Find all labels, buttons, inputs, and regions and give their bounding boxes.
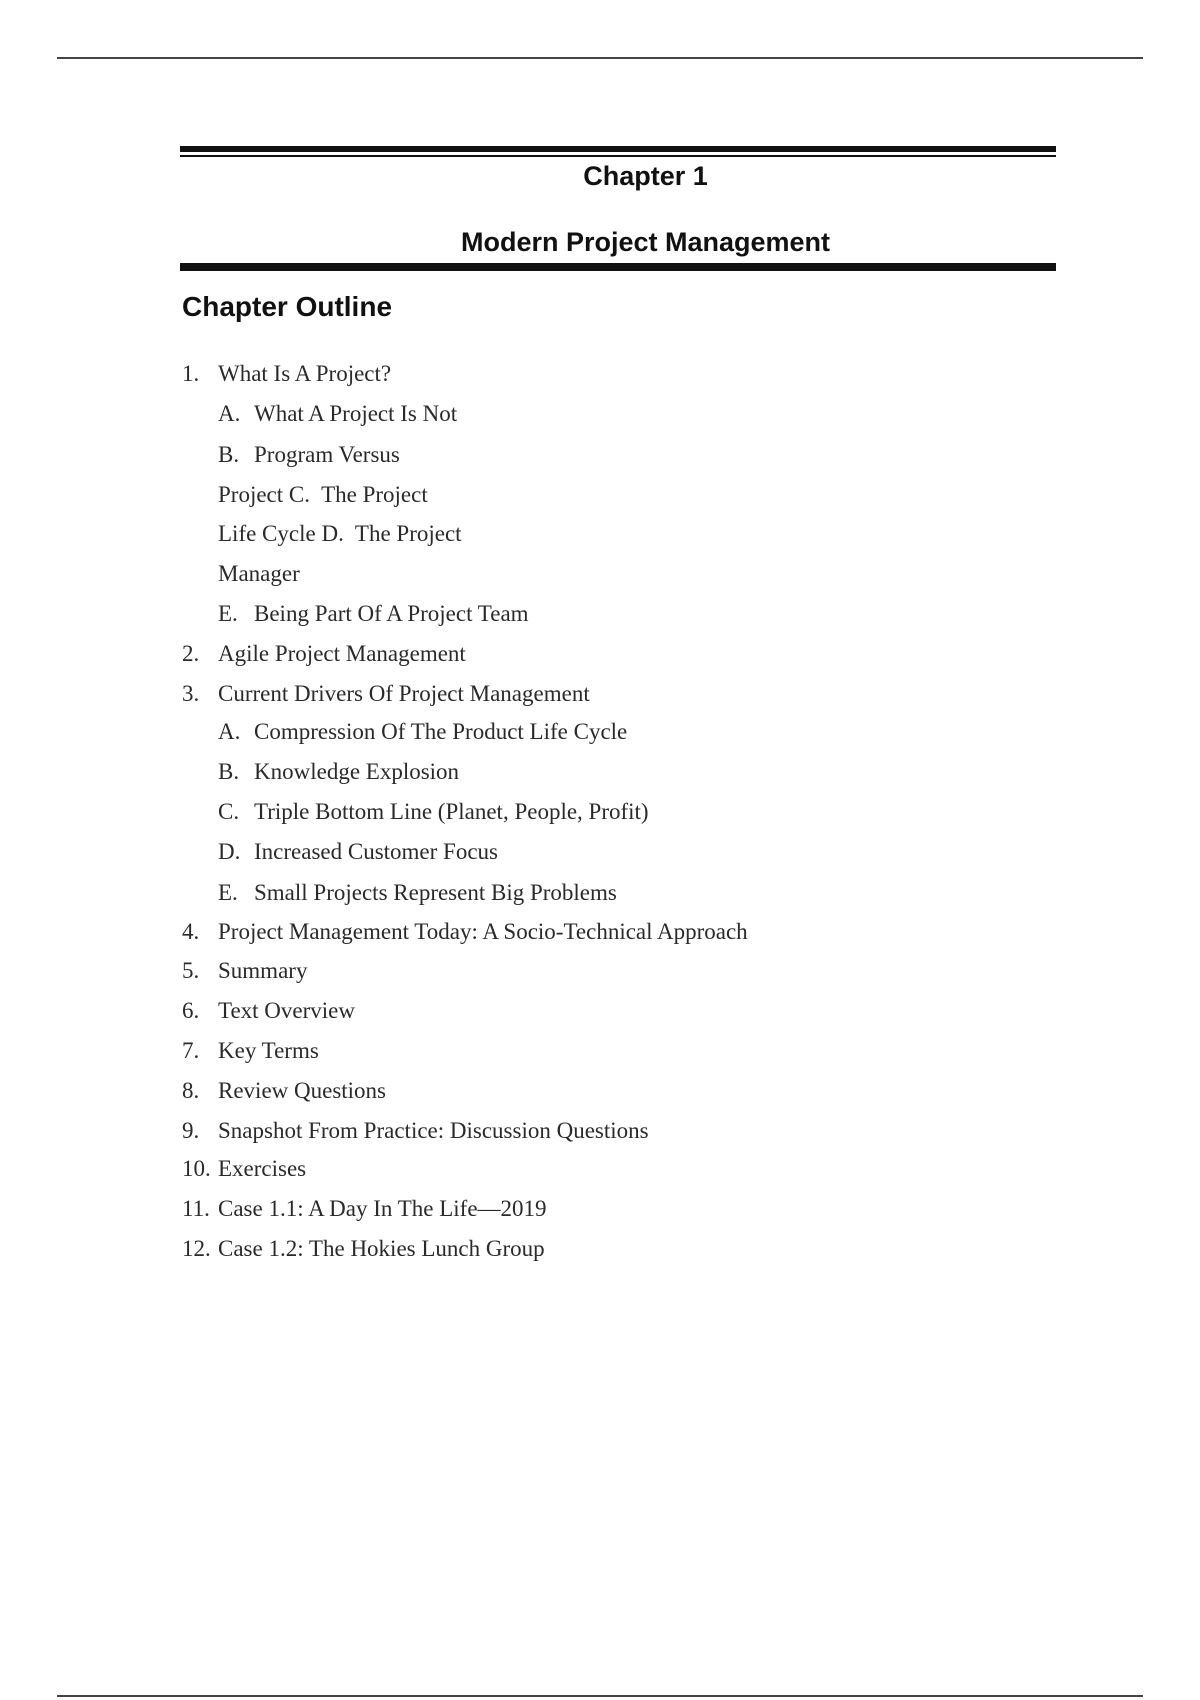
outline-item-text: Life Cycle D. The Project <box>218 521 462 546</box>
outline-item-text: Increased Customer Focus <box>254 839 498 864</box>
chapter-title: Modern Project Management <box>460 227 831 257</box>
outline-item-text: Triple Bottom Line (Planet, People, Profit) <box>254 799 649 824</box>
outline-item-number: 7. <box>182 1038 200 1063</box>
outline-item-number: 9. <box>182 1118 200 1143</box>
outline-item-text: What A Project Is Not <box>254 401 458 426</box>
outline-item-text: Small Projects Represent Big Problems <box>254 880 617 905</box>
outline-item-text: Agile Project Management <box>218 641 466 666</box>
outline-item-number: E. <box>218 880 238 905</box>
outline-item-number: 6. <box>182 998 200 1023</box>
outline-item-number: A. <box>218 401 241 426</box>
outline-item-number: A. <box>218 719 241 744</box>
chapter-header <box>180 146 1056 271</box>
page-bottom-rule <box>57 1695 1143 1697</box>
outline-item-number: 11. <box>182 1196 210 1221</box>
outline-item-text: Key Terms <box>218 1038 319 1063</box>
outline-item-text: Program Versus <box>254 442 400 467</box>
outline-item-number: 10. <box>182 1156 211 1181</box>
outline-item-text: Case 1.2: The Hokies Lunch Group <box>218 1236 545 1261</box>
outline-item-text: Text Overview <box>218 998 355 1023</box>
outline-item-number: 8. <box>182 1078 200 1103</box>
outline-item-number: B. <box>218 759 240 784</box>
outline-item-number: 1. <box>182 361 200 386</box>
outline-item-number: 3. <box>182 681 200 706</box>
outline-item-number: E. <box>218 601 238 626</box>
outline-item-text: Snapshot From Practice: Discussion Questions <box>218 1118 649 1143</box>
chapter-top-thick-rule <box>180 146 1056 152</box>
outline-item-number: D. <box>218 839 241 864</box>
outline-item-text: Review Questions <box>218 1078 387 1103</box>
outline-item-text: Project Management Today: A Socio-Technical Approach <box>218 919 748 944</box>
outline-item-text: Manager <box>218 561 300 586</box>
page-top-rule <box>57 57 1143 59</box>
outline-item-text: Exercises <box>218 1156 307 1181</box>
chapter-bottom-rule <box>180 263 1056 271</box>
outline-item-text: Knowledge Explosion <box>254 759 460 784</box>
outline-item-number: C. <box>218 799 240 824</box>
outline-item-text: Case 1.1: A Day In The Life—2019 <box>218 1196 547 1221</box>
chapter-top-thin-rule <box>180 155 1056 157</box>
outline-item-number: 2. <box>182 641 200 666</box>
outline-heading: Chapter Outline <box>182 291 393 322</box>
outline-item-text: Current Drivers Of Project Management <box>218 681 590 706</box>
chapter-number: Chapter 1 <box>583 161 708 191</box>
outline-item-text: Being Part Of A Project Team <box>254 601 529 626</box>
outline-item-number: 12. <box>182 1236 211 1261</box>
outline-item-text: Project C. The Project <box>218 482 428 507</box>
outline-item-number: B. <box>218 442 240 467</box>
outline-item-number: 4. <box>182 919 200 944</box>
outline-item-text: What Is A Project? <box>218 361 392 386</box>
outline-item-number: 5. <box>182 958 200 983</box>
outline-item-text: Compression Of The Product Life Cycle <box>254 719 628 744</box>
outline-item-text: Summary <box>218 958 308 983</box>
